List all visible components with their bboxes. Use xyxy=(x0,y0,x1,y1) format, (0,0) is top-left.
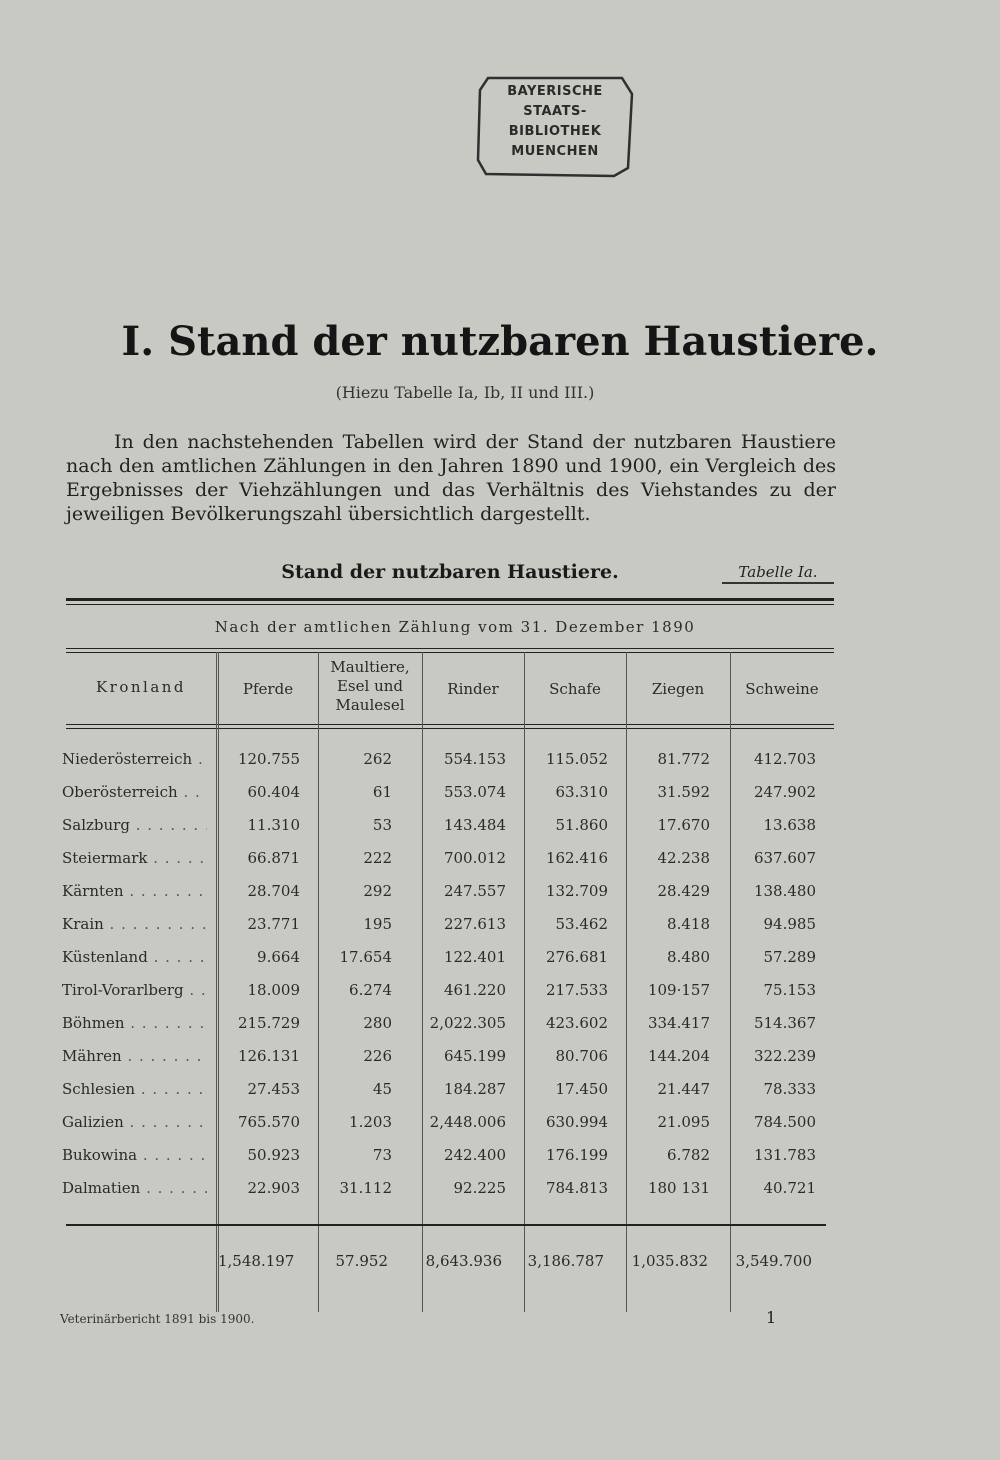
row-schafe: 132.709 xyxy=(545,882,608,900)
row-kronland: Mähren . . . xyxy=(62,1047,207,1065)
row-pferde: 11.310 xyxy=(247,816,300,834)
table-row xyxy=(0,849,1000,879)
census-note: Nach der amtlichen Zählung vom 31. Dezember 1890 xyxy=(214,618,696,636)
col-head-line: Maultiere, xyxy=(330,658,410,676)
row-schweine: 75.153 xyxy=(763,981,816,999)
row-maultiere: 31.112 xyxy=(339,1179,392,1197)
row-kronland: Salzburg . . . xyxy=(62,816,207,834)
page-number: 1 xyxy=(766,1308,777,1327)
row-schafe: 784.813 xyxy=(545,1179,608,1197)
table-row xyxy=(0,1146,1000,1176)
row-pferde: 120.755 xyxy=(237,750,300,768)
row-pferde: 66.871 xyxy=(247,849,300,867)
row-schafe: 630.994 xyxy=(545,1113,608,1131)
row-schafe: 276.681 xyxy=(545,948,608,966)
row-pferde: 60.404 xyxy=(247,783,300,801)
col-head-line: Esel und xyxy=(336,677,403,695)
row-schafe: 53.462 xyxy=(555,915,608,933)
stamp-line: BIBLIOTHEK xyxy=(508,124,602,139)
row-rinder: 461.220 xyxy=(443,981,506,999)
row-schweine: 514.367 xyxy=(753,1014,816,1032)
row-kronland: Oberösterreich . . . xyxy=(62,783,207,801)
row-pferde: 22.903 xyxy=(247,1179,300,1197)
row-rinder: 92.225 xyxy=(453,1179,506,1197)
total-maultiere: 57.952 xyxy=(335,1252,388,1270)
row-rinder: 2,448.006 xyxy=(429,1113,506,1131)
row-ziegen: 6.782 xyxy=(667,1146,710,1164)
row-ziegen: 17.670 xyxy=(657,816,710,834)
row-schafe: 423.602 xyxy=(545,1014,608,1032)
row-ziegen: 21.095 xyxy=(657,1113,710,1131)
library-stamp xyxy=(474,72,636,180)
total-ziegen: 1,035.832 xyxy=(631,1252,708,1270)
row-kronland: Böhmen . . . xyxy=(62,1014,207,1032)
row-schweine: 247.902 xyxy=(753,783,816,801)
row-ziegen: 8.480 xyxy=(667,948,710,966)
row-maultiere: 195 xyxy=(363,915,392,933)
row-schafe: 51.860 xyxy=(555,816,608,834)
row-maultiere: 61 xyxy=(372,783,392,801)
row-schafe: 217.533 xyxy=(545,981,608,999)
footer-source: Veterinärbericht 1891 bis 1900. xyxy=(60,1312,255,1326)
stamp-line: STAATS- xyxy=(523,104,587,119)
total-schafe: 3,186.787 xyxy=(527,1252,604,1270)
row-maultiere: 262 xyxy=(363,750,392,768)
row-schweine: 13.638 xyxy=(763,816,816,834)
table-row xyxy=(0,1179,1000,1209)
col-head-kronland: Kronland xyxy=(95,678,187,696)
row-ziegen: 81.772 xyxy=(657,750,710,768)
row-maultiere: 53 xyxy=(372,816,392,834)
row-pferde: 215.729 xyxy=(237,1014,300,1032)
row-rinder: 227.613 xyxy=(443,915,506,933)
header-bottom-rule-2 xyxy=(66,728,834,729)
row-maultiere: 1.203 xyxy=(349,1113,392,1131)
row-pferde: 126.131 xyxy=(237,1047,300,1065)
row-schafe: 162.416 xyxy=(545,849,608,867)
table-row xyxy=(0,882,1000,912)
row-kronland: Schlesien . . . xyxy=(62,1080,207,1098)
row-schweine: 784.500 xyxy=(753,1113,816,1131)
row-ziegen: 21.447 xyxy=(657,1080,710,1098)
row-rinder: 242.400 xyxy=(443,1146,506,1164)
row-rinder: 554.153 xyxy=(443,750,506,768)
row-maultiere: 45 xyxy=(372,1080,392,1098)
row-ziegen: 31.592 xyxy=(657,783,710,801)
row-maultiere: 222 xyxy=(363,849,392,867)
row-kronland: Dalmatien . . . xyxy=(62,1179,207,1197)
row-ziegen: 28.429 xyxy=(657,882,710,900)
row-ziegen: 180 131 xyxy=(647,1179,710,1197)
row-rinder: 700.012 xyxy=(443,849,506,867)
row-maultiere: 73 xyxy=(372,1146,392,1164)
row-ziegen: 42.238 xyxy=(657,849,710,867)
col-head-line: Maulesel xyxy=(335,696,405,714)
row-pferde: 18.009 xyxy=(247,981,300,999)
row-ziegen: 109·157 xyxy=(647,981,710,999)
col-head-schweine: Schweine xyxy=(745,680,819,698)
row-schweine: 78.333 xyxy=(763,1080,816,1098)
row-schweine: 138.480 xyxy=(753,882,816,900)
total-rinder: 8,643.936 xyxy=(425,1252,502,1270)
row-rinder: 143.484 xyxy=(443,816,506,834)
row-ziegen: 334.417 xyxy=(647,1014,710,1032)
col-head-maultiere xyxy=(318,658,422,715)
row-pferde: 9.664 xyxy=(257,948,300,966)
row-maultiere: 17.654 xyxy=(339,948,392,966)
row-kronland: Kärnten . . . xyxy=(62,882,207,900)
row-rinder: 122.401 xyxy=(443,948,506,966)
table-row xyxy=(0,948,1000,978)
row-schafe: 115.052 xyxy=(545,750,608,768)
row-maultiere: 280 xyxy=(363,1014,392,1032)
col-head-pferde: Pferde xyxy=(242,680,294,698)
col-head-rinder: Rinder xyxy=(447,680,499,698)
row-schafe: 176.199 xyxy=(545,1146,608,1164)
stamp-line: BAYERISCHE xyxy=(507,84,603,99)
row-schweine: 637.607 xyxy=(753,849,816,867)
page-title: I. Stand der nutzbaren Haustiere. xyxy=(121,318,879,365)
table-reference: Tabelle Ia. xyxy=(722,563,834,584)
row-kronland: Niederösterreich . . . xyxy=(62,750,207,768)
table-row xyxy=(0,1113,1000,1143)
row-ziegen: 8.418 xyxy=(667,915,710,933)
table-top-rule xyxy=(66,598,834,601)
row-schweine: 131.783 xyxy=(753,1146,816,1164)
row-schweine: 322.239 xyxy=(753,1047,816,1065)
total-schweine: 3,549.700 xyxy=(735,1252,812,1270)
total-pferde: 1,548.197 xyxy=(218,1252,295,1270)
row-schafe: 17.450 xyxy=(555,1080,608,1098)
row-rinder: 247.557 xyxy=(443,882,506,900)
totals-row xyxy=(0,1252,1000,1282)
page-subtitle: (Hiezu Tabelle Ia, Ib, II und III.) xyxy=(335,383,595,402)
row-schafe: 80.706 xyxy=(555,1047,608,1065)
col-head-schafe: Schafe xyxy=(549,680,601,698)
row-maultiere: 226 xyxy=(363,1047,392,1065)
row-rinder: 553.074 xyxy=(443,783,506,801)
row-rinder: 645.199 xyxy=(443,1047,506,1065)
table-row xyxy=(0,1047,1000,1077)
row-kronland: Bukowina . . . xyxy=(62,1146,207,1164)
row-schweine: 412.703 xyxy=(753,750,816,768)
row-pferde: 28.704 xyxy=(247,882,300,900)
header-top-rule xyxy=(66,648,834,649)
row-schweine: 94.985 xyxy=(763,915,816,933)
header-top-rule-2 xyxy=(66,652,834,653)
row-schweine: 57.289 xyxy=(763,948,816,966)
row-pferde: 27.453 xyxy=(247,1080,300,1098)
row-maultiere: 292 xyxy=(363,882,392,900)
row-rinder: 184.287 xyxy=(443,1080,506,1098)
row-kronland: Steiermark . . . xyxy=(62,849,207,867)
row-schweine: 40.721 xyxy=(763,1179,816,1197)
row-maultiere: 6.274 xyxy=(349,981,392,999)
table-row xyxy=(0,981,1000,1011)
table-row xyxy=(0,750,1000,780)
col-head-ziegen: Ziegen xyxy=(651,680,705,698)
row-pferde: 765.570 xyxy=(237,1113,300,1131)
row-kronland: Galizien . . . xyxy=(62,1113,207,1131)
table-row xyxy=(0,1014,1000,1044)
totals-rule xyxy=(66,1224,826,1226)
table-top-rule-thin xyxy=(66,604,834,605)
table-row xyxy=(0,783,1000,813)
row-kronland: Tirol-Vorarlberg . . . xyxy=(62,981,207,999)
header-bottom-rule xyxy=(66,724,834,725)
row-rinder: 2,022.305 xyxy=(429,1014,506,1032)
row-pferde: 23.771 xyxy=(247,915,300,933)
intro-paragraph: In den nachstehenden Tabellen wird der Stand der nutzbaren Haustiere nach den amtlichen Zählungen in den Jahren 1890 und 1900, ein Vergleich des Ergebnisses der Viehzählungen und das Verhältnis des Viehstandes zu der jeweiligen Bevölkerungszahl übersichtlich dargestellt. xyxy=(66,431,836,525)
row-schafe: 63.310 xyxy=(555,783,608,801)
row-pferde: 50.923 xyxy=(247,1146,300,1164)
table-heading: Stand der nutzbaren Haustiere. xyxy=(281,561,619,583)
table-row xyxy=(0,816,1000,846)
table-row xyxy=(0,1080,1000,1110)
row-ziegen: 144.204 xyxy=(647,1047,710,1065)
row-kronland: Küstenland . . . xyxy=(62,948,207,966)
table-row xyxy=(0,915,1000,945)
stamp-line: MUENCHEN xyxy=(511,144,599,159)
row-kronland: Krain . . . xyxy=(62,915,207,933)
stamp-text xyxy=(474,82,636,162)
